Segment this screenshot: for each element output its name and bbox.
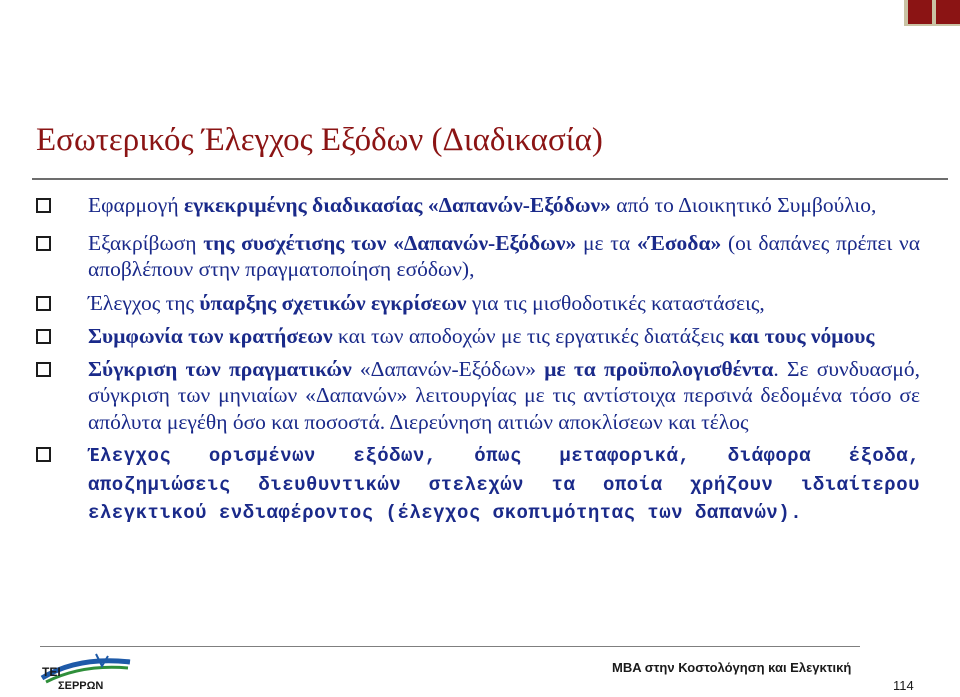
square-bullet-icon (36, 362, 51, 377)
bullet-5-bold-b: με τα προϋπολογισθέντα (544, 356, 774, 381)
bullet-6-bold-a: Έλεγχος ορισμένων εξόδων, όπως μεταφορικά, διάφορα έξοδα, αποζημιώσεις διευθυντικών στελεχών τα οποία χρήζουν ιδιαίτερου ελεγκτικού ενδιαφέροντος (έλεγχος σκοπιμότητας των δαπανών). (88, 445, 920, 524)
slide-title: Εσωτερικός Έλεγχος Εξόδων (Διαδικασία) (36, 122, 603, 158)
square-bullet-icon (36, 329, 51, 344)
bullet-5-text-b: . Σε συνδυασμό, σύγκριση των μηνιαίων «Δαπανών» λειτουργίας με τις αντίστοιχα περσινά δεδομένα τόσο σε απόλυτα μεγέθη όσο και ποσοστά. Διερεύνηση αιτιών αποκλίσεων και τέλος (88, 356, 920, 434)
tei-serron-logo (38, 652, 134, 697)
bullet-2-bold-b: «Έσοδα» (636, 230, 722, 255)
bullet-2-text-c: (οι δαπάνες πρέπει να αποβλέπουν στην πραγματοποίηση εσόδων), (88, 230, 920, 281)
bullet-item-2 (36, 230, 920, 283)
bullet-item-3 (36, 290, 920, 317)
corner-decoration-1 (904, 0, 932, 26)
bullet-5-bold-a: Σύγκριση των πραγματικών (88, 356, 352, 381)
title-divider (32, 178, 948, 180)
square-bullet-icon (36, 198, 51, 213)
footer-course-label: MBA στην Κοστολόγηση και Ελεγκτική (612, 660, 852, 675)
bullet-item-4 (36, 323, 920, 350)
bullet-list (36, 192, 920, 527)
footer-divider (40, 646, 860, 647)
bullet-1-text-a: Εφαρμογή (88, 193, 184, 217)
bullet-4-bold-b: και τους νόμους (729, 324, 875, 348)
bullet-item-1 (36, 192, 920, 219)
svg-text:ΣΕΡΡΩΝ: ΣΕΡΡΩΝ (58, 680, 104, 692)
bullet-1-text-b: από το Διοικητικό Συμβούλιο, (610, 193, 877, 217)
bullet-3-text-a: Έλεγχος της (88, 290, 200, 315)
bullet-1-bold-a: εγκεκριμένης διαδικασίας «Δαπανών-Εξόδων» (183, 193, 611, 217)
bullet-3-bold-a: ύπαρξης σχετικών εγκρίσεων (199, 290, 467, 315)
bullet-item-5 (36, 356, 920, 436)
square-bullet-icon (36, 296, 51, 311)
bullet-2-text-b: με τα (576, 230, 637, 255)
bullet-5-text-a: «Δαπανών-Εξόδων» (351, 356, 545, 381)
bullet-4-text-a: και των αποδοχών με τις εργατικές διατάξεις (332, 324, 730, 348)
page-number: 114 (893, 678, 914, 693)
bullet-2-bold-a: της συσχέτισης των «Δαπανών-Εξόδων» (203, 230, 577, 255)
bullet-item-6 (36, 441, 920, 527)
corner-decoration-2 (932, 0, 960, 26)
bullet-3-text-b: για τις μισθοδοτικές καταστάσεις, (466, 290, 765, 315)
bullet-2-text-a: Εξακρίβωση (88, 230, 204, 255)
svg-text:ΤΕΙ: ΤΕΙ (42, 665, 61, 679)
square-bullet-icon (36, 236, 51, 251)
bullet-4-bold-a: Συμφωνία των κρατήσεων (88, 324, 333, 348)
square-bullet-icon (36, 447, 51, 462)
